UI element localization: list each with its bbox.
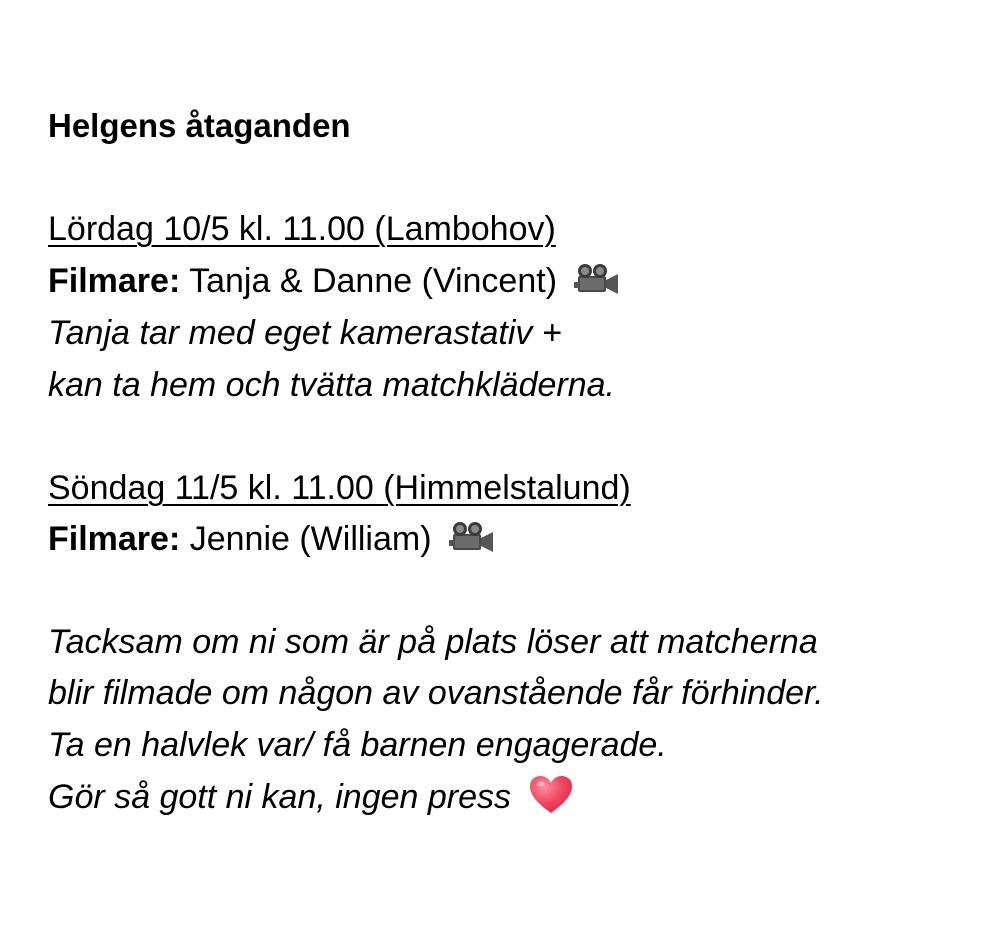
movie-camera-icon	[572, 262, 620, 296]
sunday-filmer-line	[48, 519, 495, 559]
saturday-heading: Lördag 10/5 kl. 11.00 (Lambohov)	[48, 210, 556, 248]
closing-line-4-wrapper	[48, 777, 573, 819]
heart-icon	[529, 775, 573, 815]
sunday-filmer-value: Jennie (William)	[180, 520, 432, 558]
saturday-filmer-label: Filmare:	[48, 262, 181, 300]
closing-line-2: blir filmade om någon av ovanstående får förhinder.	[48, 674, 824, 712]
movie-camera-icon	[447, 520, 495, 554]
saturday-note-line-2: kan ta hem och tvätta matchkläderna.	[48, 366, 615, 404]
closing-line-3: Ta en halvlek var/ få barnen engagerade.	[48, 726, 667, 764]
sunday-filmer-label: Filmare:	[48, 520, 181, 558]
saturday-filmer-value: Tanja & Danne (Vincent)	[180, 262, 558, 300]
saturday-filmer-line	[48, 261, 620, 301]
page-title: Helgens åtaganden	[48, 107, 351, 144]
sunday-heading: Söndag 11/5 kl. 11.00 (Himmelstalund)	[48, 469, 631, 507]
closing-line-1: Tacksam om ni som är på plats löser att matcherna	[48, 623, 818, 661]
saturday-note-line-1: Tanja tar med eget kamerastativ +	[48, 314, 562, 352]
closing-line-4: Gör så gott ni kan, ingen press	[48, 778, 512, 816]
